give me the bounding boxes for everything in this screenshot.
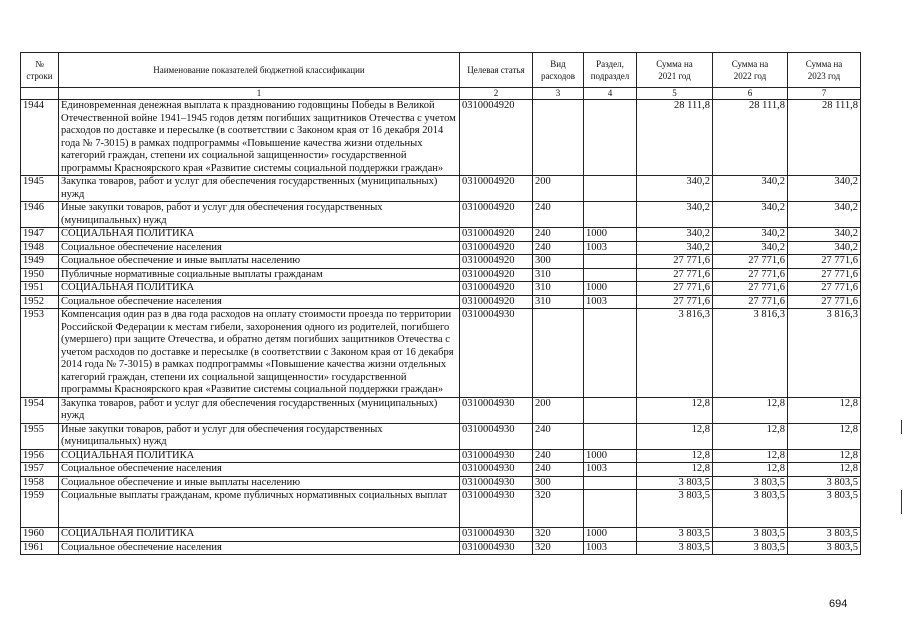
cell-name: СОЦИАЛЬНАЯ ПОЛИТИКА [59,228,460,242]
cell-s2023: 27 771,6 [788,295,861,309]
cell-code: 0310004930 [460,476,533,490]
cell-num: 1955 [21,423,59,449]
table-row [21,490,861,528]
cell-s2023: 340,2 [788,176,861,202]
cell-name: Иные закупки товаров, работ и услуг для обеспечения государственных (муниципальных) нужд [59,423,460,449]
cell-s2022: 27 771,6 [713,268,788,282]
cell-num: 1944 [21,100,59,176]
cell-name: Закупка товаров, работ и услуг для обеспечения государственных (муниципальных) нужд [59,397,460,423]
table-row [21,476,861,490]
cell-name: Социальное обеспечение населения [59,295,460,309]
column-index: 5 [637,88,713,100]
cell-s2021: 27 771,6 [637,282,713,296]
cell-num: 1961 [21,541,59,555]
cell-num: 1960 [21,528,59,542]
cell-name: Социальное обеспечение и иные выплаты населению [59,255,460,269]
table-row [21,202,861,228]
cell-num: 1953 [21,309,59,398]
header-vid: Вид расходов [533,53,584,88]
cell-code: 0310004930 [460,463,533,477]
cell-s2022: 27 771,6 [713,282,788,296]
cell-s2021: 340,2 [637,202,713,228]
cell-s2022: 3 803,5 [713,528,788,542]
cell-s2023: 340,2 [788,241,861,255]
cell-vid [533,100,584,176]
cell-s2022: 340,2 [713,176,788,202]
cell-vid: 200 [533,397,584,423]
cell-num: 1956 [21,449,59,463]
cell-code: 0310004930 [460,541,533,555]
cell-num: 1958 [21,476,59,490]
cell-s2023: 3 803,5 [788,528,861,542]
cell-s2023: 340,2 [788,202,861,228]
cell-s2022: 3 816,3 [713,309,788,398]
table-row [21,255,861,269]
table-row [21,295,861,309]
cell-s2023: 12,8 [788,397,861,423]
cell-razd [584,100,637,176]
cell-razd [584,490,637,528]
cell-num: 1954 [21,397,59,423]
cell-code: 0310004920 [460,255,533,269]
scan-edge-mark [901,420,902,434]
cell-razd [584,476,637,490]
cell-s2023: 28 111,8 [788,100,861,176]
cell-num: 1951 [21,282,59,296]
cell-code: 0310004930 [460,490,533,528]
cell-vid: 240 [533,241,584,255]
cell-razd: 1003 [584,295,637,309]
scan-edge-mark [901,490,902,514]
cell-num: 1952 [21,295,59,309]
table-row [21,228,861,242]
cell-name: Социальное обеспечение населения [59,541,460,555]
column-index: 3 [533,88,584,100]
cell-vid: 240 [533,449,584,463]
cell-s2023: 27 771,6 [788,255,861,269]
cell-num: 1950 [21,268,59,282]
cell-s2021: 340,2 [637,228,713,242]
cell-num: 1948 [21,241,59,255]
table-row [21,397,861,423]
cell-s2021: 3 803,5 [637,528,713,542]
table-row [21,528,861,542]
cell-name: Закупка товаров, работ и услуг для обеспечения государственных (муниципальных) нужд [59,176,460,202]
cell-code: 0310004920 [460,282,533,296]
column-index: 2 [460,88,533,100]
table-row [21,282,861,296]
cell-s2023: 340,2 [788,228,861,242]
table-row [21,423,861,449]
header-row [21,53,861,88]
cell-num: 1949 [21,255,59,269]
cell-s2023: 12,8 [788,423,861,449]
cell-s2023: 12,8 [788,463,861,477]
cell-vid: 240 [533,202,584,228]
header-sum-2022: Сумма на 2022 год [713,53,788,88]
cell-vid: 240 [533,423,584,449]
cell-s2021: 340,2 [637,176,713,202]
cell-s2021: 12,8 [637,463,713,477]
column-index: 7 [788,88,861,100]
cell-code: 0310004930 [460,449,533,463]
cell-name: СОЦИАЛЬНАЯ ПОЛИТИКА [59,528,460,542]
cell-razd [584,309,637,398]
cell-s2023: 3 803,5 [788,541,861,555]
cell-s2021: 27 771,6 [637,268,713,282]
cell-s2021: 12,8 [637,423,713,449]
cell-vid: 320 [533,528,584,542]
cell-s2022: 12,8 [713,449,788,463]
cell-vid: 200 [533,176,584,202]
cell-code: 0310004920 [460,268,533,282]
cell-s2021: 3 803,5 [637,476,713,490]
cell-s2022: 3 803,5 [713,476,788,490]
cell-name: Социальное обеспечение населения [59,241,460,255]
cell-name: СОЦИАЛЬНАЯ ПОЛИТИКА [59,449,460,463]
cell-s2021: 28 111,8 [637,100,713,176]
cell-name: Социальное обеспечение и иные выплаты населению [59,476,460,490]
cell-s2022: 12,8 [713,397,788,423]
cell-code: 0310004930 [460,309,533,398]
budget-table [20,52,861,555]
cell-num: 1945 [21,176,59,202]
cell-code: 0310004920 [460,241,533,255]
table-row [21,100,861,176]
cell-vid: 310 [533,282,584,296]
cell-vid: 320 [533,490,584,528]
table-row [21,449,861,463]
cell-num: 1957 [21,463,59,477]
cell-s2022: 27 771,6 [713,295,788,309]
cell-num: 1946 [21,202,59,228]
cell-razd [584,397,637,423]
cell-s2022: 27 771,6 [713,255,788,269]
cell-s2022: 340,2 [713,202,788,228]
cell-s2021: 340,2 [637,241,713,255]
cell-code: 0310004930 [460,528,533,542]
header-code: Целевая статья [460,53,533,88]
cell-name: Единовременная денежная выплата к празднованию годовщины Победы в Великой Отечественной войне 1941–1945 годов детям погибших защитников Отечества с учетом расходов по доставке и пересылке (в соответствии с Законом края от 16 декабря 2014 года № 7-3015) в рамках подпрограммы «Повышение качества жизни отдельных категорий граждан, степени их социальной защищенности» государственной программы Красноярского края «Развитие системы социальной поддержки граждан» [59,100,460,176]
cell-s2022: 12,8 [713,463,788,477]
table-row [21,463,861,477]
table-row [21,309,861,398]
cell-s2023: 27 771,6 [788,268,861,282]
cell-razd [584,202,637,228]
cell-razd: 1003 [584,463,637,477]
cell-name: Иные закупки товаров, работ и услуг для обеспечения государственных (муниципальных) нужд [59,202,460,228]
page-number: 694 [829,598,848,610]
cell-name: Компенсация один раз в два года расходов на оплату стоимости проезда по территории Российской Федерации к местам гибели, захоронения одного из родителей, погибшего (умершего) при защите Отечества, и обратно детям погибших защитников Отечества с учетом расходов по доставке и пересылке (в соответствии с Законом края от 16 декабря 2014 года № 7-3015) в рамках подпрограммы «Повышение качества жизни отдельных категорий граждан, степени их социальной защищенности» государственной программы Красноярского края «Развитие системы социальной поддержки граждан» [59,309,460,398]
cell-s2021: 27 771,6 [637,295,713,309]
cell-code: 0310004920 [460,176,533,202]
cell-s2022: 28 111,8 [713,100,788,176]
cell-code: 0310004920 [460,228,533,242]
cell-razd: 1000 [584,449,637,463]
cell-s2022: 340,2 [713,241,788,255]
header-sum-2021: Сумма на 2021 год [637,53,713,88]
cell-s2021: 3 803,5 [637,541,713,555]
cell-s2021: 12,8 [637,449,713,463]
cell-code: 0310004920 [460,202,533,228]
column-index: 4 [584,88,637,100]
cell-razd [584,268,637,282]
cell-razd [584,176,637,202]
cell-vid: 320 [533,541,584,555]
cell-vid [533,309,584,398]
cell-razd: 1000 [584,228,637,242]
cell-s2023: 3 803,5 [788,490,861,528]
column-index [21,88,59,100]
cell-vid: 310 [533,295,584,309]
cell-code: 0310004930 [460,397,533,423]
cell-razd [584,423,637,449]
cell-name: Социальные выплаты гражданам, кроме публичных нормативных социальных выплат [59,490,460,528]
header-sum-2023: Сумма на 2023 год [788,53,861,88]
cell-s2021: 27 771,6 [637,255,713,269]
cell-s2022: 3 803,5 [713,541,788,555]
cell-razd: 1000 [584,528,637,542]
table-row [21,541,861,555]
cell-s2021: 12,8 [637,397,713,423]
cell-s2022: 340,2 [713,228,788,242]
column-index: 6 [713,88,788,100]
cell-vid: 300 [533,255,584,269]
header-name: Наименование показателей бюджетной классификации [59,53,460,88]
cell-razd: 1003 [584,241,637,255]
cell-vid: 300 [533,476,584,490]
column-index: 1 [59,88,460,100]
cell-name: Публичные нормативные социальные выплаты гражданам [59,268,460,282]
cell-s2021: 3 816,3 [637,309,713,398]
cell-vid: 310 [533,268,584,282]
cell-razd: 1003 [584,541,637,555]
cell-s2023: 12,8 [788,449,861,463]
cell-s2023: 3 816,3 [788,309,861,398]
table-row [21,268,861,282]
cell-vid: 240 [533,463,584,477]
header-razd: Раздел, подраздел [584,53,637,88]
cell-name: Социальное обеспечение населения [59,463,460,477]
cell-num: 1959 [21,490,59,528]
cell-s2022: 12,8 [713,423,788,449]
cell-s2021: 3 803,5 [637,490,713,528]
cell-num: 1947 [21,228,59,242]
cell-razd: 1000 [584,282,637,296]
column-index-row [21,88,861,100]
cell-code: 0310004920 [460,295,533,309]
cell-s2023: 27 771,6 [788,282,861,296]
table-row [21,241,861,255]
cell-code: 0310004930 [460,423,533,449]
cell-code: 0310004920 [460,100,533,176]
cell-name: СОЦИАЛЬНАЯ ПОЛИТИКА [59,282,460,296]
cell-s2022: 3 803,5 [713,490,788,528]
table-row [21,176,861,202]
cell-razd [584,255,637,269]
cell-vid: 240 [533,228,584,242]
cell-s2023: 3 803,5 [788,476,861,490]
header-num: № строки [21,53,59,88]
